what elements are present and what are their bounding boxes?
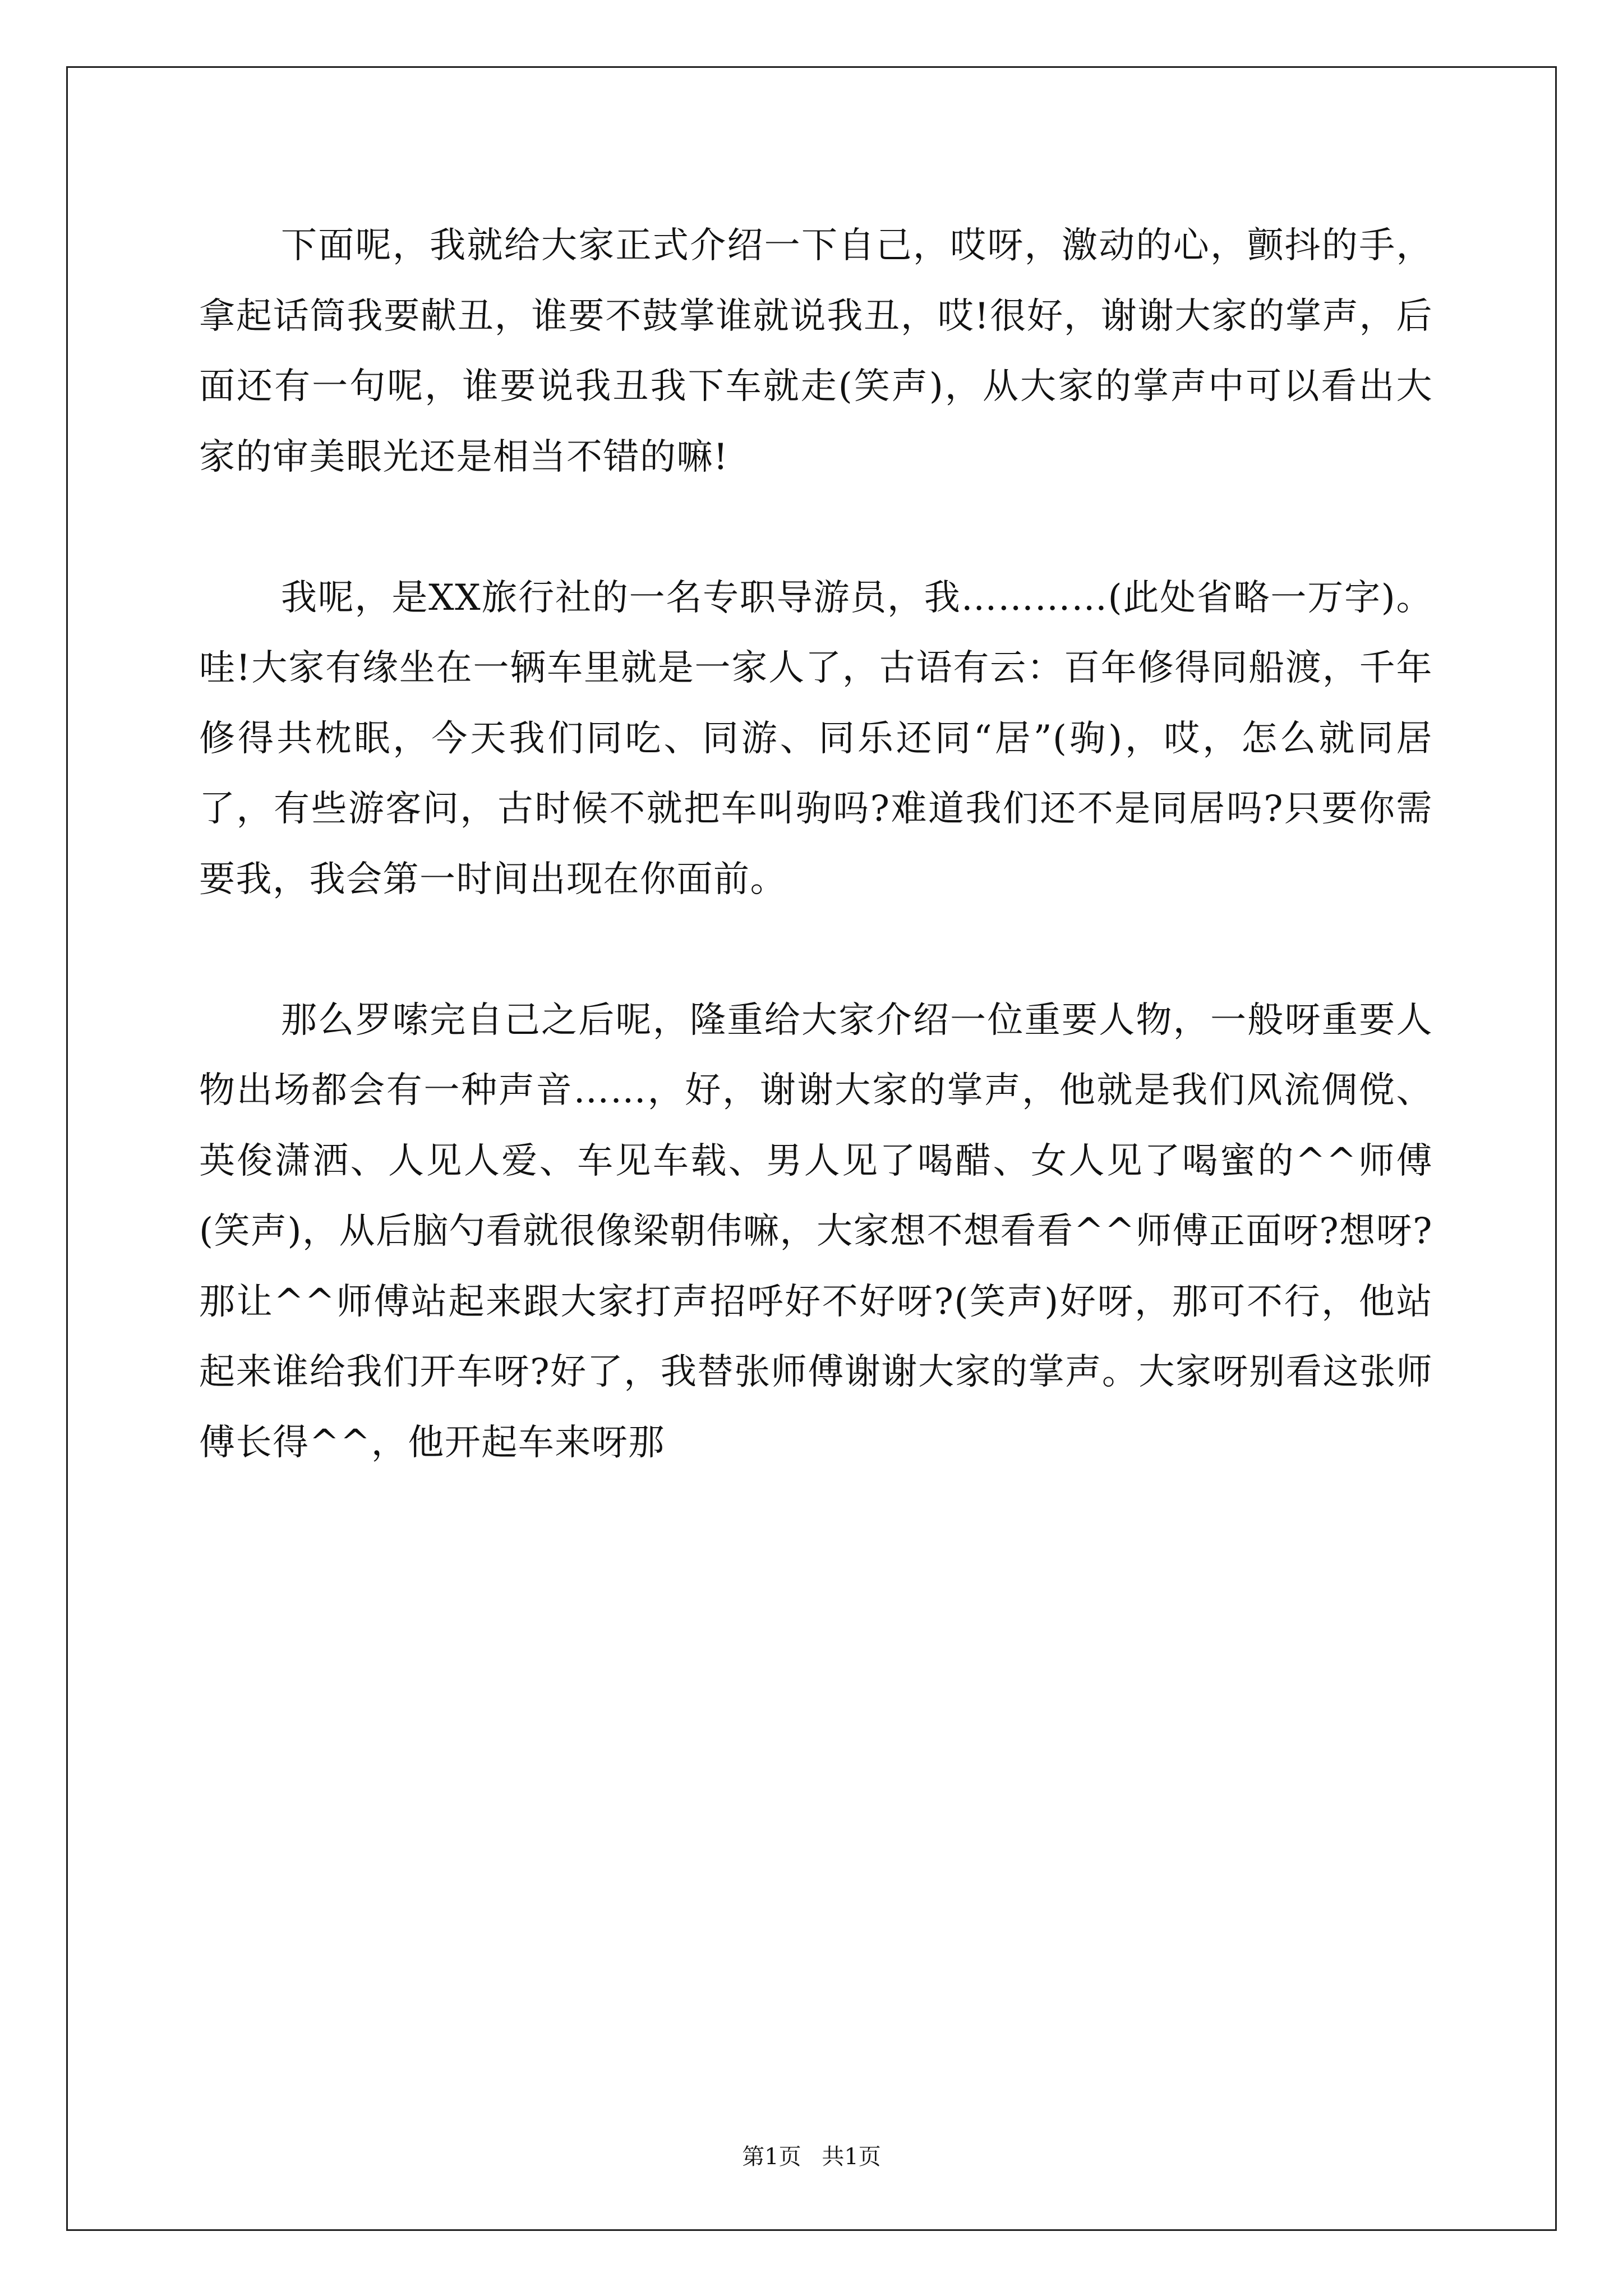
- document-body: [199, 211, 1433, 1478]
- paragraph-2: 我呢，是XX旅行社的一名专职导游员，我…………(此处省略一万字)。哇!大家有缘坐在一辆车里就是一家人了，古语有云：百年修得同船渡，千年修得共枕眠，今天我们同吃、同游、同乐还同“居”(驹)，哎，怎么就同居了，有些游客问，古时候不就把车叫驹吗?难道我们还不是同居吗?只要你需要我，我会第一时间出现在你面前。: [199, 577, 1433, 900]
- page-total: 共1页: [822, 2144, 881, 2170]
- page-footer: [0, 2143, 1623, 2171]
- paragraph-1: 下面呢，我就给大家正式介绍一下自己，哎呀，激动的心，颤抖的手，拿起话筒我要献丑，谁要不鼓掌谁就说我丑，哎!很好，谢谢大家的掌声，后面还有一句呢，谁要说我丑我下车就走(笑声)，从大家的掌声中可以看出大家的审美眼光还是相当不错的嘛!: [199, 225, 1433, 478]
- paragraph-3: 那么罗嗦完自己之后呢，隆重给大家介绍一位重要人物，一般呀重要人物出场都会有一种声音……，好，谢谢大家的掌声，他就是我们风流倜傥、英俊潇洒、人见人爱、车见车载、男人见了喝醋、女人见了喝蜜的^^师傅(笑声)，从后脑勺看就很像梁朝伟嘛，大家想不想看看^^师傅正面呀?想呀?那让^^师傅站起来跟大家打声招呼好不好呀?(笑声)好呀，那可不行，他站起来谁给我们开车呀?好了，我替张师傅谢谢大家的掌声。大家呀别看这张师傅长得^^，他开起车来呀那: [199, 999, 1433, 1464]
- page-number: 第1页: [742, 2144, 801, 2170]
